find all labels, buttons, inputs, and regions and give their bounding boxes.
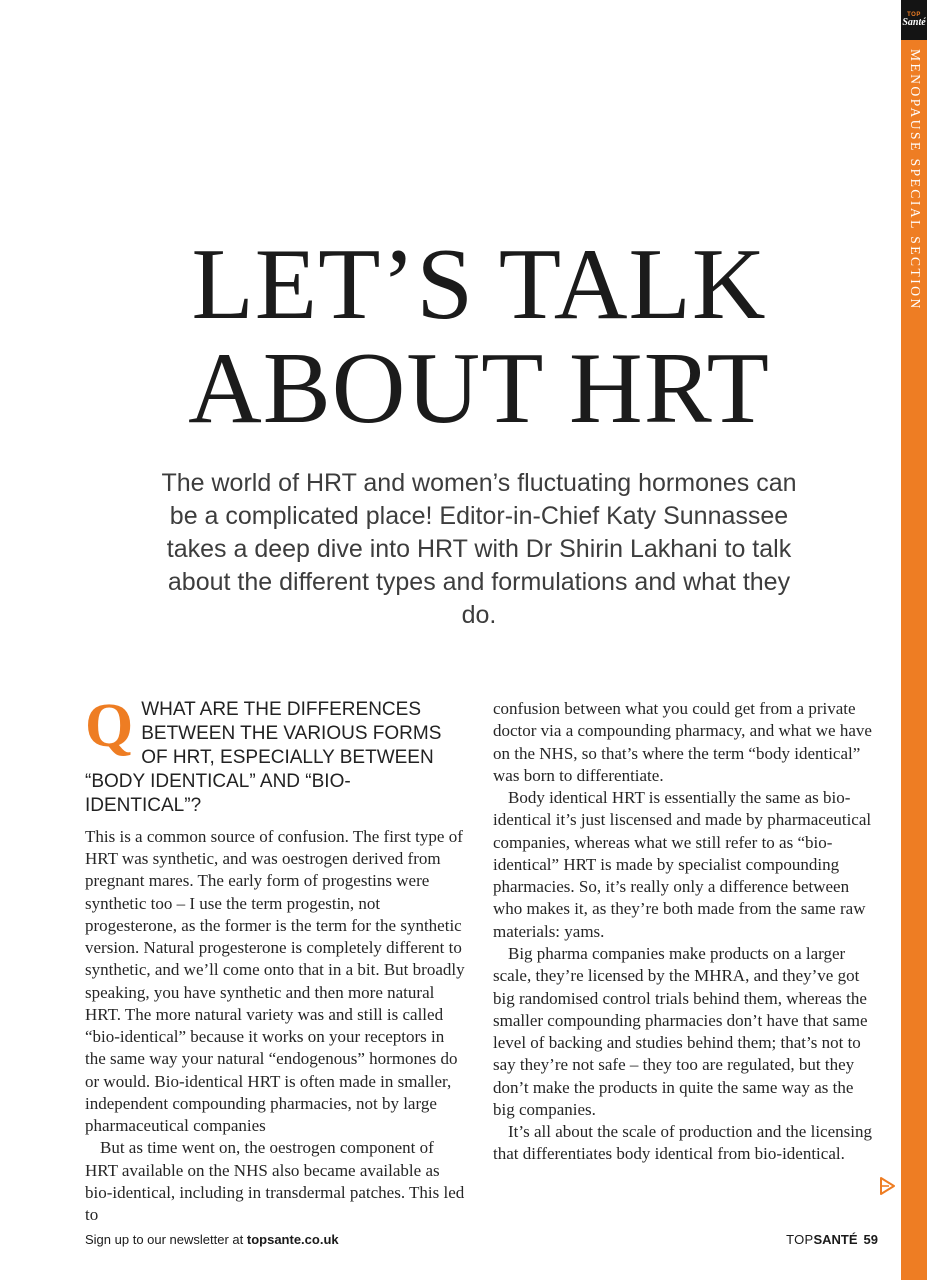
question-drop-cap: Q <box>85 692 134 761</box>
logo-top-text: TOP <box>907 12 921 18</box>
body-paragraph: Body identical HRT is essentially the same as bio-identical it’s just liscensed and made by pharmaceutical companies, whereas what we still refer to as “bio-identical” HRT is made by specialist compounding pharmacies. So, it’s really only a difference between who makes it, as they’re both made from the same raw materials: yams. <box>493 788 872 941</box>
page-title <box>85 228 873 446</box>
page-turn-arrow-icon <box>878 1176 897 1196</box>
folio-brand-top: TOP <box>786 1232 814 1247</box>
newsletter-prefix: Sign up to our newsletter at <box>85 1232 247 1247</box>
title-line-2: ABOUT HRT <box>188 332 770 446</box>
question-heading <box>85 692 465 818</box>
body-paragraph: Big pharma companies make products on a larger scale, they’re licensed by the MHRA, and they’ve got big randomised control trials behind them, whereas the smaller compounding pharmacies don’t have that same level of backing and studies behind them; that’s not to say they’re not safe – they too are regulated, but they don’t make the products in quite the same way as the big companies. <box>493 943 868 1119</box>
body-columns <box>85 692 873 1226</box>
section-label: MENOPAUSE SPECIAL SECTION <box>908 49 923 311</box>
question-text: WHAT ARE THE DIFFERENCES BETWEEN THE VARIOUS FORMS OF HRT, ESPECIALLY BETWEEN “BODY IDENTICAL” AND “BIO-IDENTICAL”? <box>85 699 442 816</box>
body-paragraph: But as time went on, the oestrogen component of HRT available on the NHS also became available as bio-identical, including in transdermal patches. This led to <box>85 1138 465 1225</box>
body-paragraph: This is a common source of confusion. The first type of HRT was synthetic, and was oestrogen derived from pregnant mares. The early form of progestins were synthetic too – I use the term progestin, not progesterone, as the former is the term for the synthetic version. Natural progesterone is completely different to synthetic, and we’ll come onto that in a bit. But broadly speaking, you have synthetic and then more natural HRT. The more natural variety was and still is called “bio-identical” because it works on your receptors in the same way your natural “endogenous” hormones do or would. Bio-identical HRT is often made in smaller, independent compounding pharmacies, not by large pharmaceutical companies <box>85 826 465 1136</box>
page-number: 59 <box>863 1232 878 1247</box>
right-column <box>493 698 873 1226</box>
page-footer <box>85 1232 878 1247</box>
body-paragraph: confusion between what you could get from a private doctor via a compounding pharmacy, and what we have on the NHS, so that’s where the term “body identical” was born to differentiate. <box>493 699 872 785</box>
title-line-1: LET’S TALK <box>191 228 767 341</box>
menopause-section-strip <box>901 0 927 1280</box>
folio <box>786 1232 878 1247</box>
body-paragraph: It’s all about the scale of production and the licensing that differentiates body identical from bio-identical. <box>493 1122 872 1164</box>
left-column <box>85 692 465 1226</box>
topsante-logo <box>901 0 927 40</box>
folio-brand-sante: SANTÉ <box>813 1232 858 1247</box>
article-content <box>85 0 873 1227</box>
standfirst: The world of HRT and women’s fluctuating hormones can be a complicated place! Editor-in-Chief Katy Sunnassee takes a deep dive into HRT with Dr Shirin Lakhani to talk about the different types and formulations and what they do. <box>161 469 797 630</box>
logo-script-text: Santé <box>902 17 926 28</box>
newsletter-domain: topsante.co.uk <box>246 1232 339 1247</box>
newsletter-note <box>85 1232 339 1247</box>
